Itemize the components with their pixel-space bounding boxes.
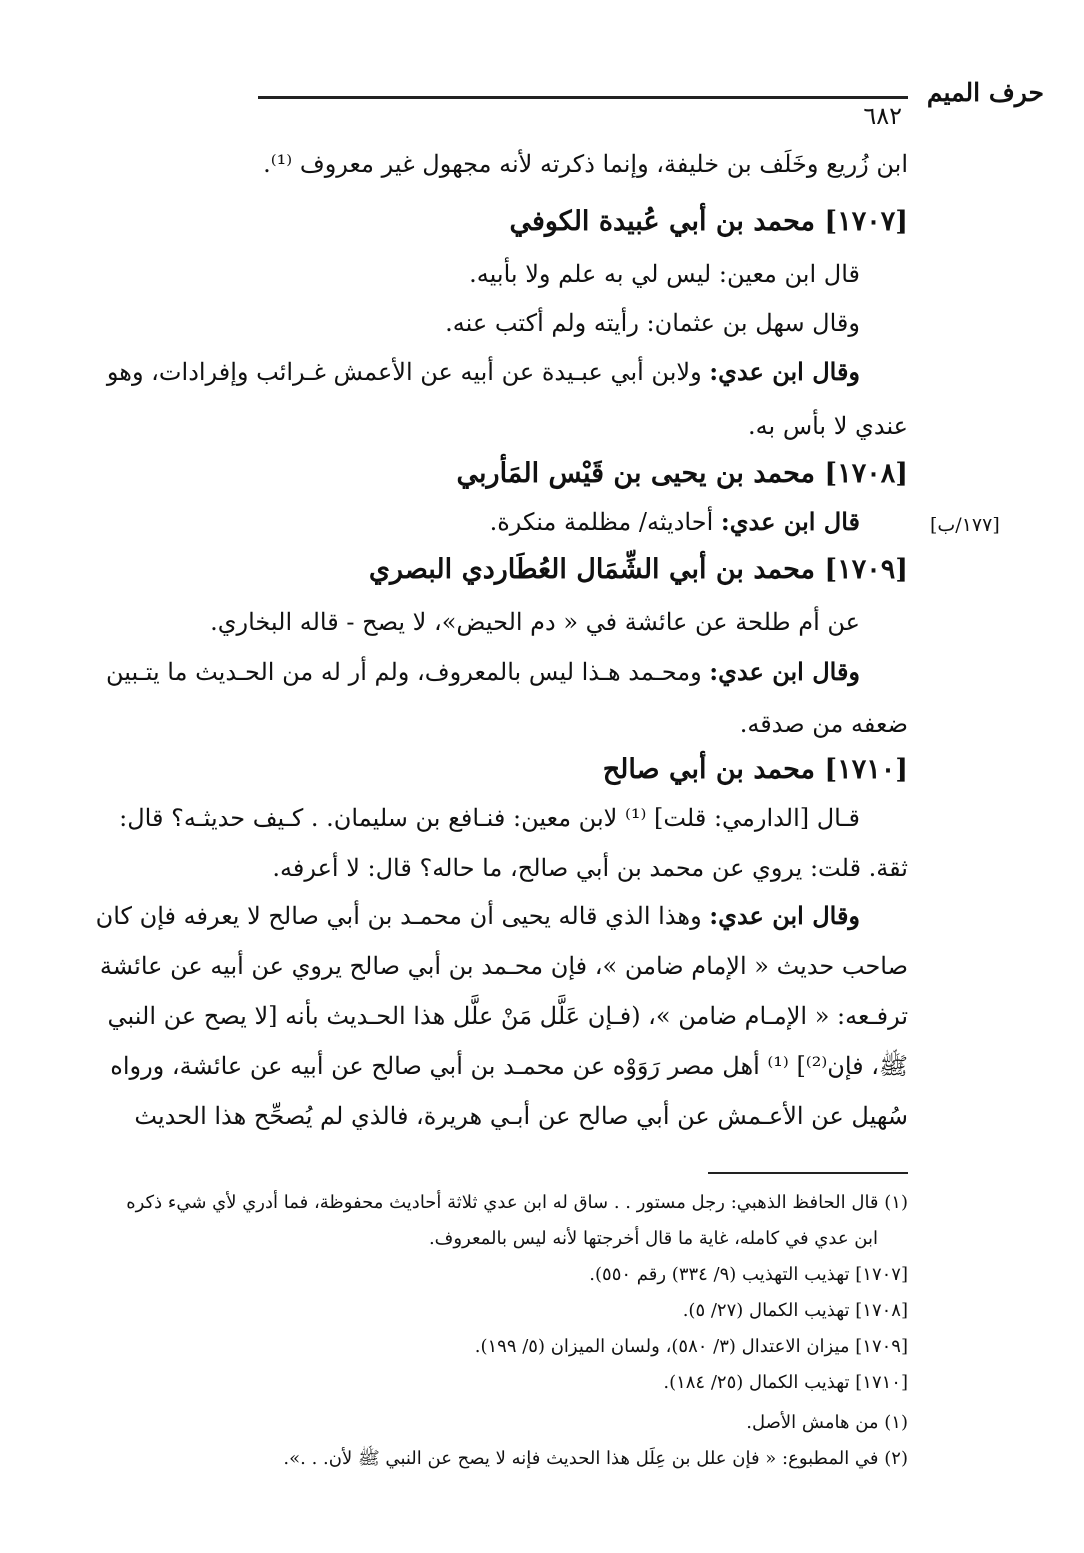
text-line: ﷺ، فإن⁽²⁾] ⁽¹⁾ أهل مصر رَوَوْه عن محمـد بن أبي صالح عن أبيه عن عائشة، ورواه [110,1052,908,1080]
margin-folio-note: [١٧٧/ب] [930,514,1000,536]
speaker-label: وقال ابن عدي: [709,357,860,386]
text-line [106,354,908,394]
text-line: ابن زُريع وخَلَف بن خليفة، وإنما ذكرته لأنه مجهول غير معروف ⁽¹⁾. [263,150,908,178]
running-header-title: حرف الميم [926,78,1044,107]
speaker-label: وقال ابن عدي: [709,901,860,930]
entry-heading-1709: [١٧٠٩] محمد بن أبي الشِّمَال العُطَاردي البصري [368,554,908,585]
header-rule [258,96,908,99]
text-line: ترفـعه: « الإمـام ضامن »، (فـإن عَلَّل مَنْ علَّل هذا الحـديث بأنه [لا يصح عن النبي [107,1002,908,1030]
speaker-label: وقال ابن عدي: [709,657,860,686]
text-span: ومحـمد هـذا ليس بالمعروف، ولم أر له من الحـديث ما يتـبين [105,658,710,686]
footnote-line: [١٧٠٨] تهذيب الكمال (٢٧/ ٥). [682,1300,908,1321]
footnote-line: [١٧٠٩] ميزان الاعتدال (٣/ ٥٨٠)، ولسان الميزان (٥/ ١٩٩). [474,1336,908,1357]
text-line: عندي لا بأس به. [748,412,908,440]
text-line: سُهيل عن الأعـمش عن أبي صالح عن أبـي هريرة، فالذي لم يُصحِّح هذا الحديث [134,1102,908,1130]
footnote-line: [١٧١٠] تهذيب الكمال (٢٥/ ١٨٤). [663,1372,908,1393]
footnote-line: (٢) في المطبوع: « فإن علل بن عِلَل هذا الحديث فإنه لا يصح عن النبي ﷺ لأن. . .». [283,1448,908,1469]
text-line: عن أم طلحة عن عائشة في « دم الحيض»، لا يصح - قاله البخاري. [210,608,860,636]
text-line: قـال [الدارمي: قلت] ⁽¹⁾ لابن معين: فنـافع بن سليمان. . كـيف حديثـه؟ قال: [119,804,860,832]
speaker-label: قال ابن عدي: [720,507,860,536]
text-line [105,654,908,694]
entry-heading-1710: [١٧١٠] محمد بن أبي صالح [602,754,908,785]
footnote-rule [708,1172,908,1174]
text-line: قال ابن معين: ليس لي به علم ولا بأبيه. [469,260,860,288]
footnote-line: [١٧٠٧] تهذيب التهذيب (٩/ ٣٣٤) رقم ٥٥٠). [589,1264,908,1285]
text-line: ثقة. قلت: يروي عن محمد بن أبي صالح، ما حاله؟ قال: لا أعرفه. [272,854,908,882]
entry-heading-1708: [١٧٠٨] محمد بن يحيى بن قَيْس المَأربي [456,458,908,489]
footnote-line: (١) قال الحافظ الذهبي: رجل مستور . . ساق له ابن عدي ثلاثة أحاديث محفوظة، فما أدري لأي شيء ذكره [126,1192,908,1213]
text-span: ولابن أبي عبـيدة عن أبيه عن الأعمش غـرائب وإفرادات، وهو [106,358,710,386]
text-line: وقال سهل بن عثمان: رأيته ولم أكتب عنه. [445,309,860,337]
page-number: ٦٨٢ [863,102,902,130]
text-line: صاحب حديث « الإمام ضامن »، فإن محـمد بن أبي صالح يروي عن أبيه عن عائشة [99,952,908,980]
text-line [188,504,908,544]
footnote-line: (١) من هامش الأصل. [746,1412,908,1433]
entry-heading-1707: [١٧٠٧] محمد بن أبي عُبيدة الكوفي [509,206,908,237]
footnote-line: ابن عدي في كامله، غاية ما قال أخرجتها لأنه ليس بالمعروف. [428,1228,878,1249]
text-span: أحاديثه/ مظلمة منكرة. [489,508,721,536]
text-line: ضعفه من صدقه. [739,710,908,738]
text-span: وهذا الذي قاله يحيى أن محمـد بن أبي صالح لا يعرفه فإن كان [95,902,710,930]
text-line [95,898,908,938]
